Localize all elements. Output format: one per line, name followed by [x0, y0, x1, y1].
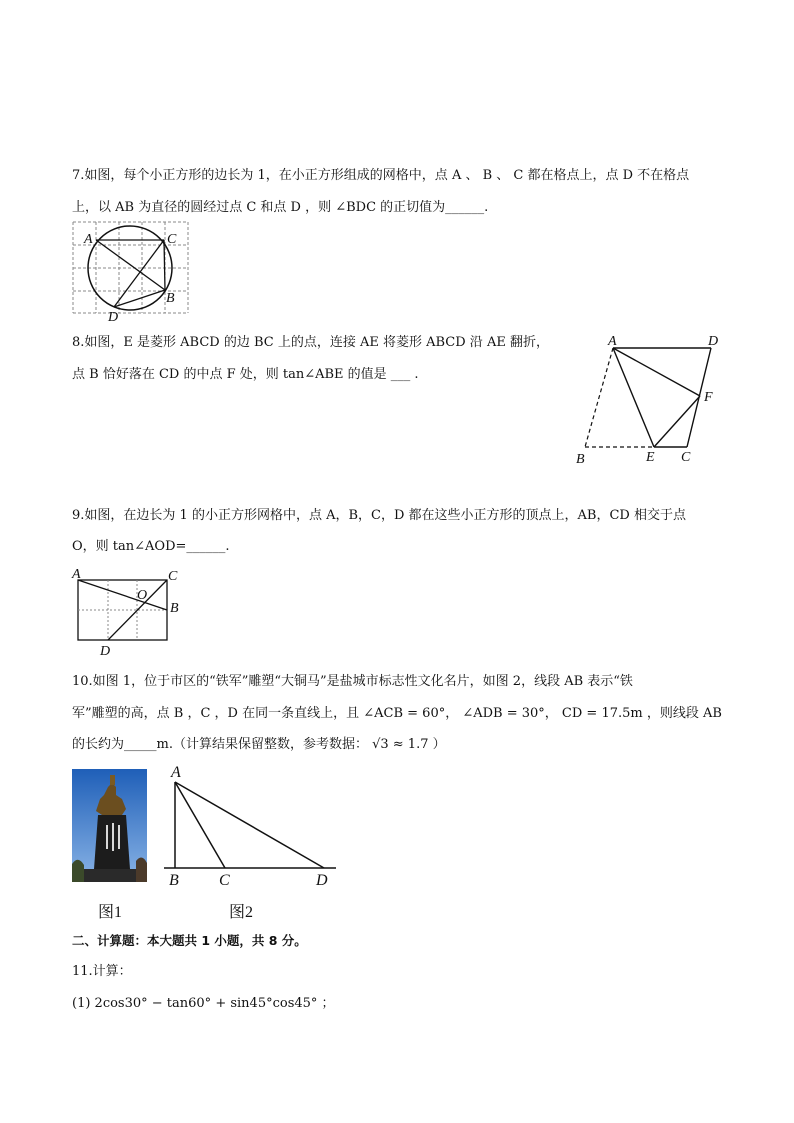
q10-label-c: C [219, 872, 230, 889]
q8-line-1: 8.如图，E 是菱形 ABCD 的边 BC 上的点，连接 AE 将菱形 ABCD 沿 AE 翻折， [72, 335, 549, 350]
q8-label-d: D [708, 334, 719, 349]
q7-figure [70, 220, 195, 322]
q8-label-f: F [704, 390, 713, 405]
q9-label-d: D [100, 644, 111, 658]
q10-label-d: D [316, 872, 328, 889]
q10-photo [72, 769, 147, 882]
q9-label-c: C [168, 569, 178, 584]
q8-line-2: 点 B 恰好落在 CD 的中点 F 处，则 tan∠ABE 的值是 ___ . [72, 367, 419, 382]
q9-line-2: O，则 tan∠AOD=______. [72, 539, 230, 554]
q9-label-a: A [72, 567, 81, 582]
q7-label-d: D [108, 310, 119, 322]
q10-line-3: 的长约为_____m.（计算结果保留整数，参考数据： √3 ≈ 1.7 ） [72, 737, 446, 752]
q8-label-b: B [576, 452, 585, 467]
q10-figure-2 [160, 760, 340, 890]
q10-fig1-caption: 图1 [98, 904, 123, 921]
section-2-heading: 二、计算题：本大题共 1 小题，共 8 分。 [72, 933, 307, 948]
q10-label-b: B [169, 872, 179, 889]
q9-grid [78, 580, 167, 640]
q7-label-a: A [84, 232, 93, 247]
q10-fig2-caption: 图2 [229, 904, 254, 921]
q8-label-e: E [646, 450, 655, 465]
q10-line-1: 10.如图 1，位于市区的“铁军”雕塑“大铜马”是盐城市标志性文化名片，如图 2，线段 AB 表示“铁 [72, 674, 633, 689]
q9-line-1: 9.如图，在边长为 1 的小正方形网格中，点 A，B，C，D 都在这些小正方形的顶点上，AB，CD 相交于点 [72, 508, 686, 523]
q11-part-1: (1) 2cos30° − tan60° + sin45°cos45° ； [72, 996, 335, 1011]
q10-label-a: A [171, 764, 181, 781]
q9-label-b: B [170, 601, 179, 616]
q7-label-b: B [166, 291, 175, 306]
q9-label-o: O [137, 588, 148, 603]
q11-title: 11.计算： [72, 964, 132, 979]
q7-line-1: 7.如图，每个小正方形的边长为 1，在小正方形组成的网格中，点 A 、 B 、 C 都在格点上，点 D 不在格点 [72, 168, 690, 183]
q9-figure [70, 566, 195, 658]
q10-line-2: 军”雕塑的高，点 B ，C ，D 在同一条直线上，且 ∠ACB = 60°， ∠ADB = 30°， CD = 17.5m ，则线段 AB [72, 706, 722, 721]
q7-label-c: C [167, 232, 177, 247]
q8-label-a: A [608, 334, 617, 349]
q8-figure [570, 333, 730, 468]
q7-line-2: 上，以 AB 为直径的圆经过点 C 和点 D ，则 ∠BDC 的正切值为______. [72, 200, 489, 215]
q8-label-c: C [681, 450, 691, 465]
